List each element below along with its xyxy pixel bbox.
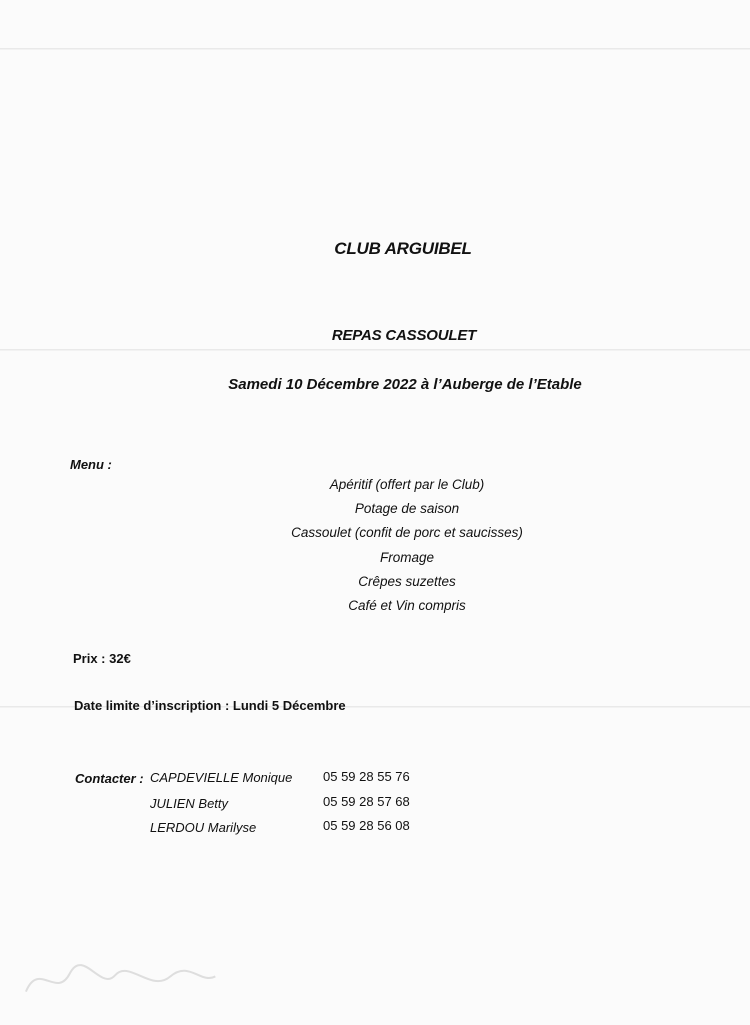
contact-name: JULIEN Betty [150, 796, 229, 811]
contact-phone: 05 59 28 57 68 [323, 794, 410, 809]
menu-item: Fromage [379, 550, 435, 565]
menu-item: Potage de saison [354, 501, 460, 516]
event-title: REPAS CASSOULET [331, 327, 477, 344]
contact-name: LERDOU Marilyse [150, 820, 257, 835]
menu-item: Apéritif (offert par le Club) [329, 477, 485, 492]
menu-item: Crêpes suzettes [358, 574, 456, 589]
contact-phone: 05 59 28 55 76 [323, 769, 410, 784]
contacts-label: Contacter : [75, 771, 144, 786]
paper-fold-line [0, 48, 750, 50]
menu-item: Café et Vin compris [348, 598, 466, 613]
event-date-place: Samedi 10 Décembre 2022 à l’Auberge de l’Etable [228, 376, 582, 393]
contact-phone: 05 59 28 56 08 [323, 818, 410, 833]
menu-label: Menu : [70, 457, 112, 472]
bleed-through-scribble [18, 938, 222, 1012]
club-title: CLUB ARGUIBEL [334, 239, 472, 258]
contact-name: CAPDEVIELLE Monique [150, 770, 293, 785]
menu-item: Cassoulet (confit de porc et saucisses) [291, 525, 523, 540]
paper-fold-line [0, 349, 750, 351]
price: Prix : 32€ [73, 651, 131, 666]
registration-deadline: Date limite d’inscription : Lundi 5 Décembre [74, 698, 346, 713]
